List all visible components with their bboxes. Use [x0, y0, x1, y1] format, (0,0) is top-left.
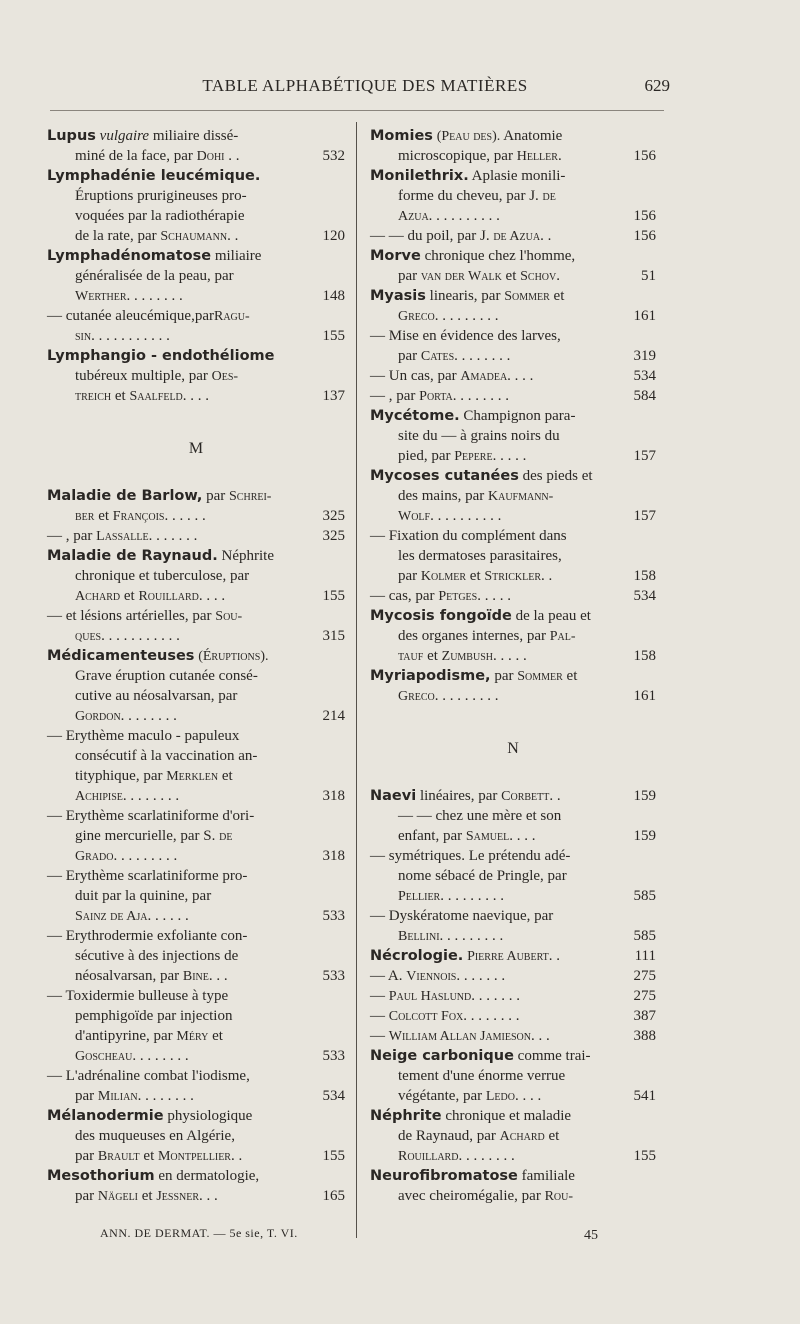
page-ref: 585 — [633, 888, 656, 904]
index-entry-raynaud: Maladie de Raynaud. Néphrite chronique et tuberculose, par Achard et Rouillard. . . . 155 — et lésions artérielles, par Sou- ques. . . . . . . . . . . 315 — [47, 548, 345, 644]
page-ref: 155 — [322, 328, 345, 344]
page-ref: 155 — [633, 1148, 656, 1164]
index-entry-myriapodisme: Myriapodisme, par Sommer et Greco. . . . . . . . . 161 — [370, 668, 656, 704]
page-ref: 534 — [633, 368, 656, 384]
page-ref: 318 — [322, 848, 345, 864]
page-ref: 159 — [633, 788, 656, 804]
section-letter-n: N — [507, 740, 519, 757]
page-ref: 533 — [322, 1048, 345, 1064]
page-ref: 156 — [633, 228, 656, 244]
page-ref: 275 — [633, 968, 656, 984]
page-ref: 120 — [322, 228, 345, 244]
signature-mark: 45 — [584, 1228, 598, 1243]
page-ref: 157 — [633, 448, 656, 464]
page-ref: 214 — [322, 708, 345, 724]
index-entry-myasis: Myasis linearis, par Sommer et Greco. . . . . . . . . 161 — Mise en évidence des larves, par Cates. . . . . . . . 319 — Un cas, par Amadea. . . . 534 — , par Porta. . . . . . . . 584 — [370, 288, 656, 404]
header-rule — [50, 110, 664, 111]
page-ref: 156 — [633, 208, 656, 224]
index-entry-neige: Neige carbonique comme trai- tement d'une énorme verrue végétante, par Ledo. . . . 541 — [370, 1048, 656, 1104]
page-ref: 325 — [322, 508, 345, 524]
index-entry-morve: Morve chronique chez l'homme, par van der Walk et Schov. 51 — [370, 248, 656, 284]
page-ref: 161 — [633, 308, 656, 324]
page-ref: 111 — [634, 948, 656, 964]
index-entry-mesothorium: Mesothorium en dermatologie, par Nägeli et Jessner. . . 165 — [47, 1168, 345, 1204]
page-number: 629 — [644, 76, 670, 95]
page-ref: 159 — [633, 828, 656, 844]
index-entry-lupus: Lupus vulgaire miliaire dissé- miné de la face, par Dohi . . 532 — [47, 128, 345, 164]
index-entry-monilethrix: Monilethrix. Aplasie monili- forme du cheveu, par J. de Azua. . . . . . . . . . 156 — — du poil, par J. de Azua. . 156 — [370, 168, 656, 244]
index-entry-melanodermie: Mélanodermie physiologique des muqueuses en Algérie, par Brault et Montpellier. . 155 — [47, 1108, 345, 1164]
left-column — [47, 126, 345, 1206]
page-ref: 51 — [641, 268, 656, 284]
index-entry-neurofibromatose: Neurofibromatose familiale avec cheiromégalie, par Rou- — [370, 1168, 575, 1204]
column-divider — [356, 122, 357, 1238]
right-column — [370, 126, 656, 1206]
page-ref: 532 — [322, 148, 345, 164]
page-ref: 585 — [633, 928, 656, 944]
page-ref: 155 — [322, 588, 345, 604]
page-ref: 148 — [322, 288, 345, 304]
index-entry-momies: Momies (Peau des). Anatomie microscopique, par Heller. 156 — [370, 128, 656, 164]
page-ref: 534 — [322, 1088, 345, 1104]
page-ref: 155 — [322, 1148, 345, 1164]
page-ref: 325 — [322, 528, 345, 544]
page-ref: 533 — [322, 968, 345, 984]
page-ref: 584 — [633, 388, 656, 404]
page-ref: 156 — [633, 148, 656, 164]
page-ref: 158 — [633, 568, 656, 584]
index-entry-barlow: Maladie de Barlow, par Schrei- ber et François. . . . . . 325 — , par Lassalle. . . . . . . 325 — [47, 488, 345, 544]
page-ref: 161 — [633, 688, 656, 704]
index-entry-lymphangio: Lymphangio - endothéliome tubéreux multiple, par Oes- treich et Saalfeld. . . . 137 — [47, 348, 345, 404]
page-ref: 157 — [633, 508, 656, 524]
page-ref: 541 — [633, 1088, 656, 1104]
index-entry-mycoses: Mycoses cutanées des pieds et des mains, par Kaufmann- Wolf. . . . . . . . . . 157 — Fixation du complément dans les dermatoses parasitaires, par Kolmer et Strickler. . 158 — cas, par Petges. . . . . 534 — [370, 468, 656, 604]
index-entry-lymphadenie: Lymphadénie leucémique. Éruptions prurigineuses pro- voquées par la radiothérapie de la rate, par Schaumann. . 120 — [47, 168, 345, 244]
journal-footer: ANN. DE DERMAT. — 5e sie, T. VI. — [100, 1226, 298, 1240]
index-entry-nephrite: Néphrite chronique et maladie de Raynaud, par Achard et Rouillard. . . . . . . . 155 — [370, 1108, 656, 1164]
page-ref: 315 — [322, 628, 345, 644]
page-ref: 318 — [322, 788, 345, 804]
page-ref: 319 — [633, 348, 656, 364]
page-ref: 533 — [322, 908, 345, 924]
index-entry-necrologie: Nécrologie. Pierre Aubert. . 111 — A. Viennois. . . . . . . 275 — Paul Haslund. . . . . . . 275 — Colcott Fox. . . . . . . . 387 — William Allan Jamieson. . . 388 — [370, 948, 656, 1044]
page-ref: 137 — [322, 388, 345, 404]
page-ref: 275 — [633, 988, 656, 1004]
page-ref: 388 — [633, 1028, 656, 1044]
page-ref: 165 — [322, 1188, 345, 1204]
page-ref: 534 — [633, 588, 656, 604]
index-entry-mycosis: Mycosis fongoïde de la peau et des organes internes, par Pal- tauf et Zumbush. . . . . 158 — [370, 608, 656, 664]
page-ref: 158 — [633, 648, 656, 664]
index-entry-naevi: Naevi linéaires, par Corbett. . 159 — — chez une mère et son enfant, par Samuel. . . . 159 — symétriques. Le prétendu adé- nome sébacé de Pringle, par Pellier. . . . . . . . . 585 — Dyskératome naevique, par Bellini. . . . . . . . . 585 — [370, 788, 656, 944]
running-title: TABLE ALPHABÉTIQUE DES MATIÈRES — [202, 76, 528, 95]
index-entry-lymphadenomatose: Lymphadénomatose miliaire généralisée de la peau, par Werther. . . . . . . . 148 — cutanée aleucémique,parRagu- sin. . . . . . . . . . . 155 — [47, 248, 345, 344]
running-header — [0, 76, 800, 100]
page-ref: 387 — [633, 1008, 656, 1024]
section-letter-m: M — [188, 440, 204, 457]
index-entry-mycetome: Mycétome. Champignon para- site du — à grains noirs du pied, par Pepere. . . . . 157 — [370, 408, 656, 464]
index-entry-medicamenteuses: Médicamenteuses (Éruptions). Grave éruption cutanée consé- cutive au néosalvarsan, par Gordon. . . . . . . . 214 — Erythème maculo - papuleux consécutif à la vaccination an- tityphique, par Merklen et Achipise. . . . . . . . 318 — Erythème scarlatiniforme d'ori- gine mercurielle, par S. de Grado. . . . . . . . . 318 — Erythème scarlatiniforme pro- duit par la quinine, par Sainz de Aja. . . . . . 533 — Erythrodermie exfoliante con- sécutive à des injections de néosalvarsan, par Bine. . . 533 — Toxidermie bulleuse à type pemphigoïde par injection d'antipyrine, par Méry et Goscheau. . . . . . . . 533 — L'adrénaline combat l'iodisme, par Milian. . . . . . . . 534 — [47, 648, 345, 1104]
